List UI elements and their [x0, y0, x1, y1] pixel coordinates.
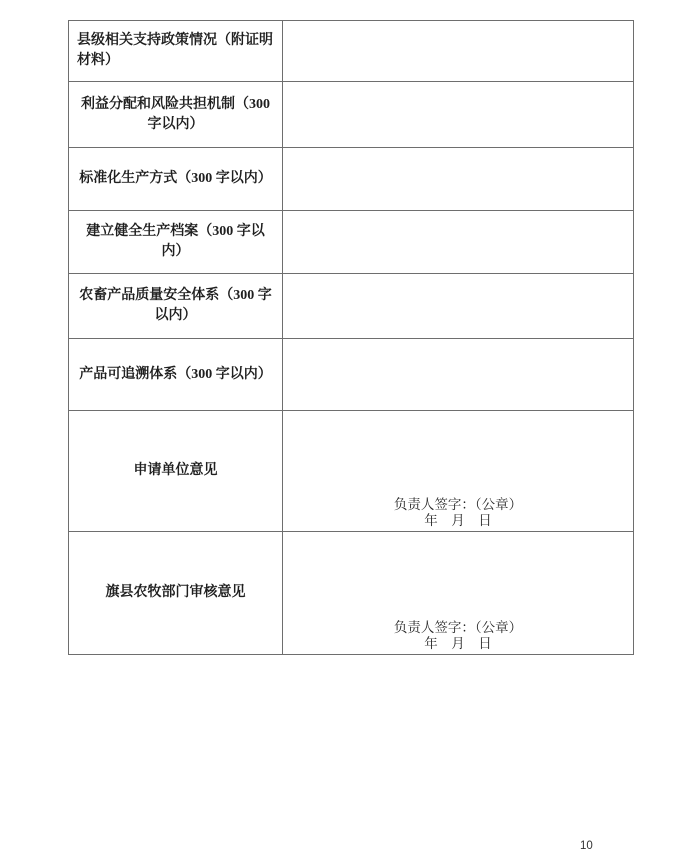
row-label-traceability-system: 产品可追溯体系（300 字以内）: [69, 339, 283, 410]
row-label-county-dept-review: 旗县农牧部门审核意见: [69, 532, 283, 654]
row-value-quality-safety-system: [283, 274, 633, 338]
date-line: 年 月 日: [424, 636, 492, 651]
row-value-traceability-system: [283, 339, 633, 410]
table-row: [69, 148, 633, 211]
row-value-standardized-production: [283, 148, 633, 210]
row-label-county-support-policy: 县级相关支持政策情况（附证明材料）: [69, 21, 283, 81]
table-row: [69, 339, 633, 411]
row-label-quality-safety-system: 农畜产品质量安全体系（300 字以内）: [69, 274, 283, 338]
application-form-table: [68, 20, 634, 655]
row-value-benefit-risk-mechanism: [283, 82, 633, 147]
page-number: 10: [580, 840, 593, 852]
row-label-applicant-opinion: 申请单位意见: [69, 411, 283, 531]
row-value-county-support-policy: [283, 21, 633, 81]
date-line: 年 月 日: [424, 513, 492, 528]
table-row: [69, 82, 633, 148]
table-row: [69, 211, 633, 274]
row-value-county-dept-review: [283, 532, 633, 654]
row-label-production-records: 建立健全生产档案（300 字以内）: [69, 211, 283, 273]
signature-line: 负责人签字：（公章）: [393, 497, 523, 512]
signature-line: 负责人签字：（公章）: [393, 620, 523, 635]
signature-block: [283, 620, 633, 652]
table-row: [69, 532, 633, 654]
table-row: [69, 274, 633, 339]
row-value-production-records: [283, 211, 633, 273]
row-label-standardized-production: 标准化生产方式（300 字以内）: [69, 148, 283, 210]
row-label-benefit-risk-mechanism: 利益分配和风险共担机制（300 字以内）: [69, 82, 283, 147]
row-value-applicant-opinion: [283, 411, 633, 531]
table-row: [69, 21, 633, 82]
signature-block: [283, 497, 633, 529]
table-row: [69, 411, 633, 532]
